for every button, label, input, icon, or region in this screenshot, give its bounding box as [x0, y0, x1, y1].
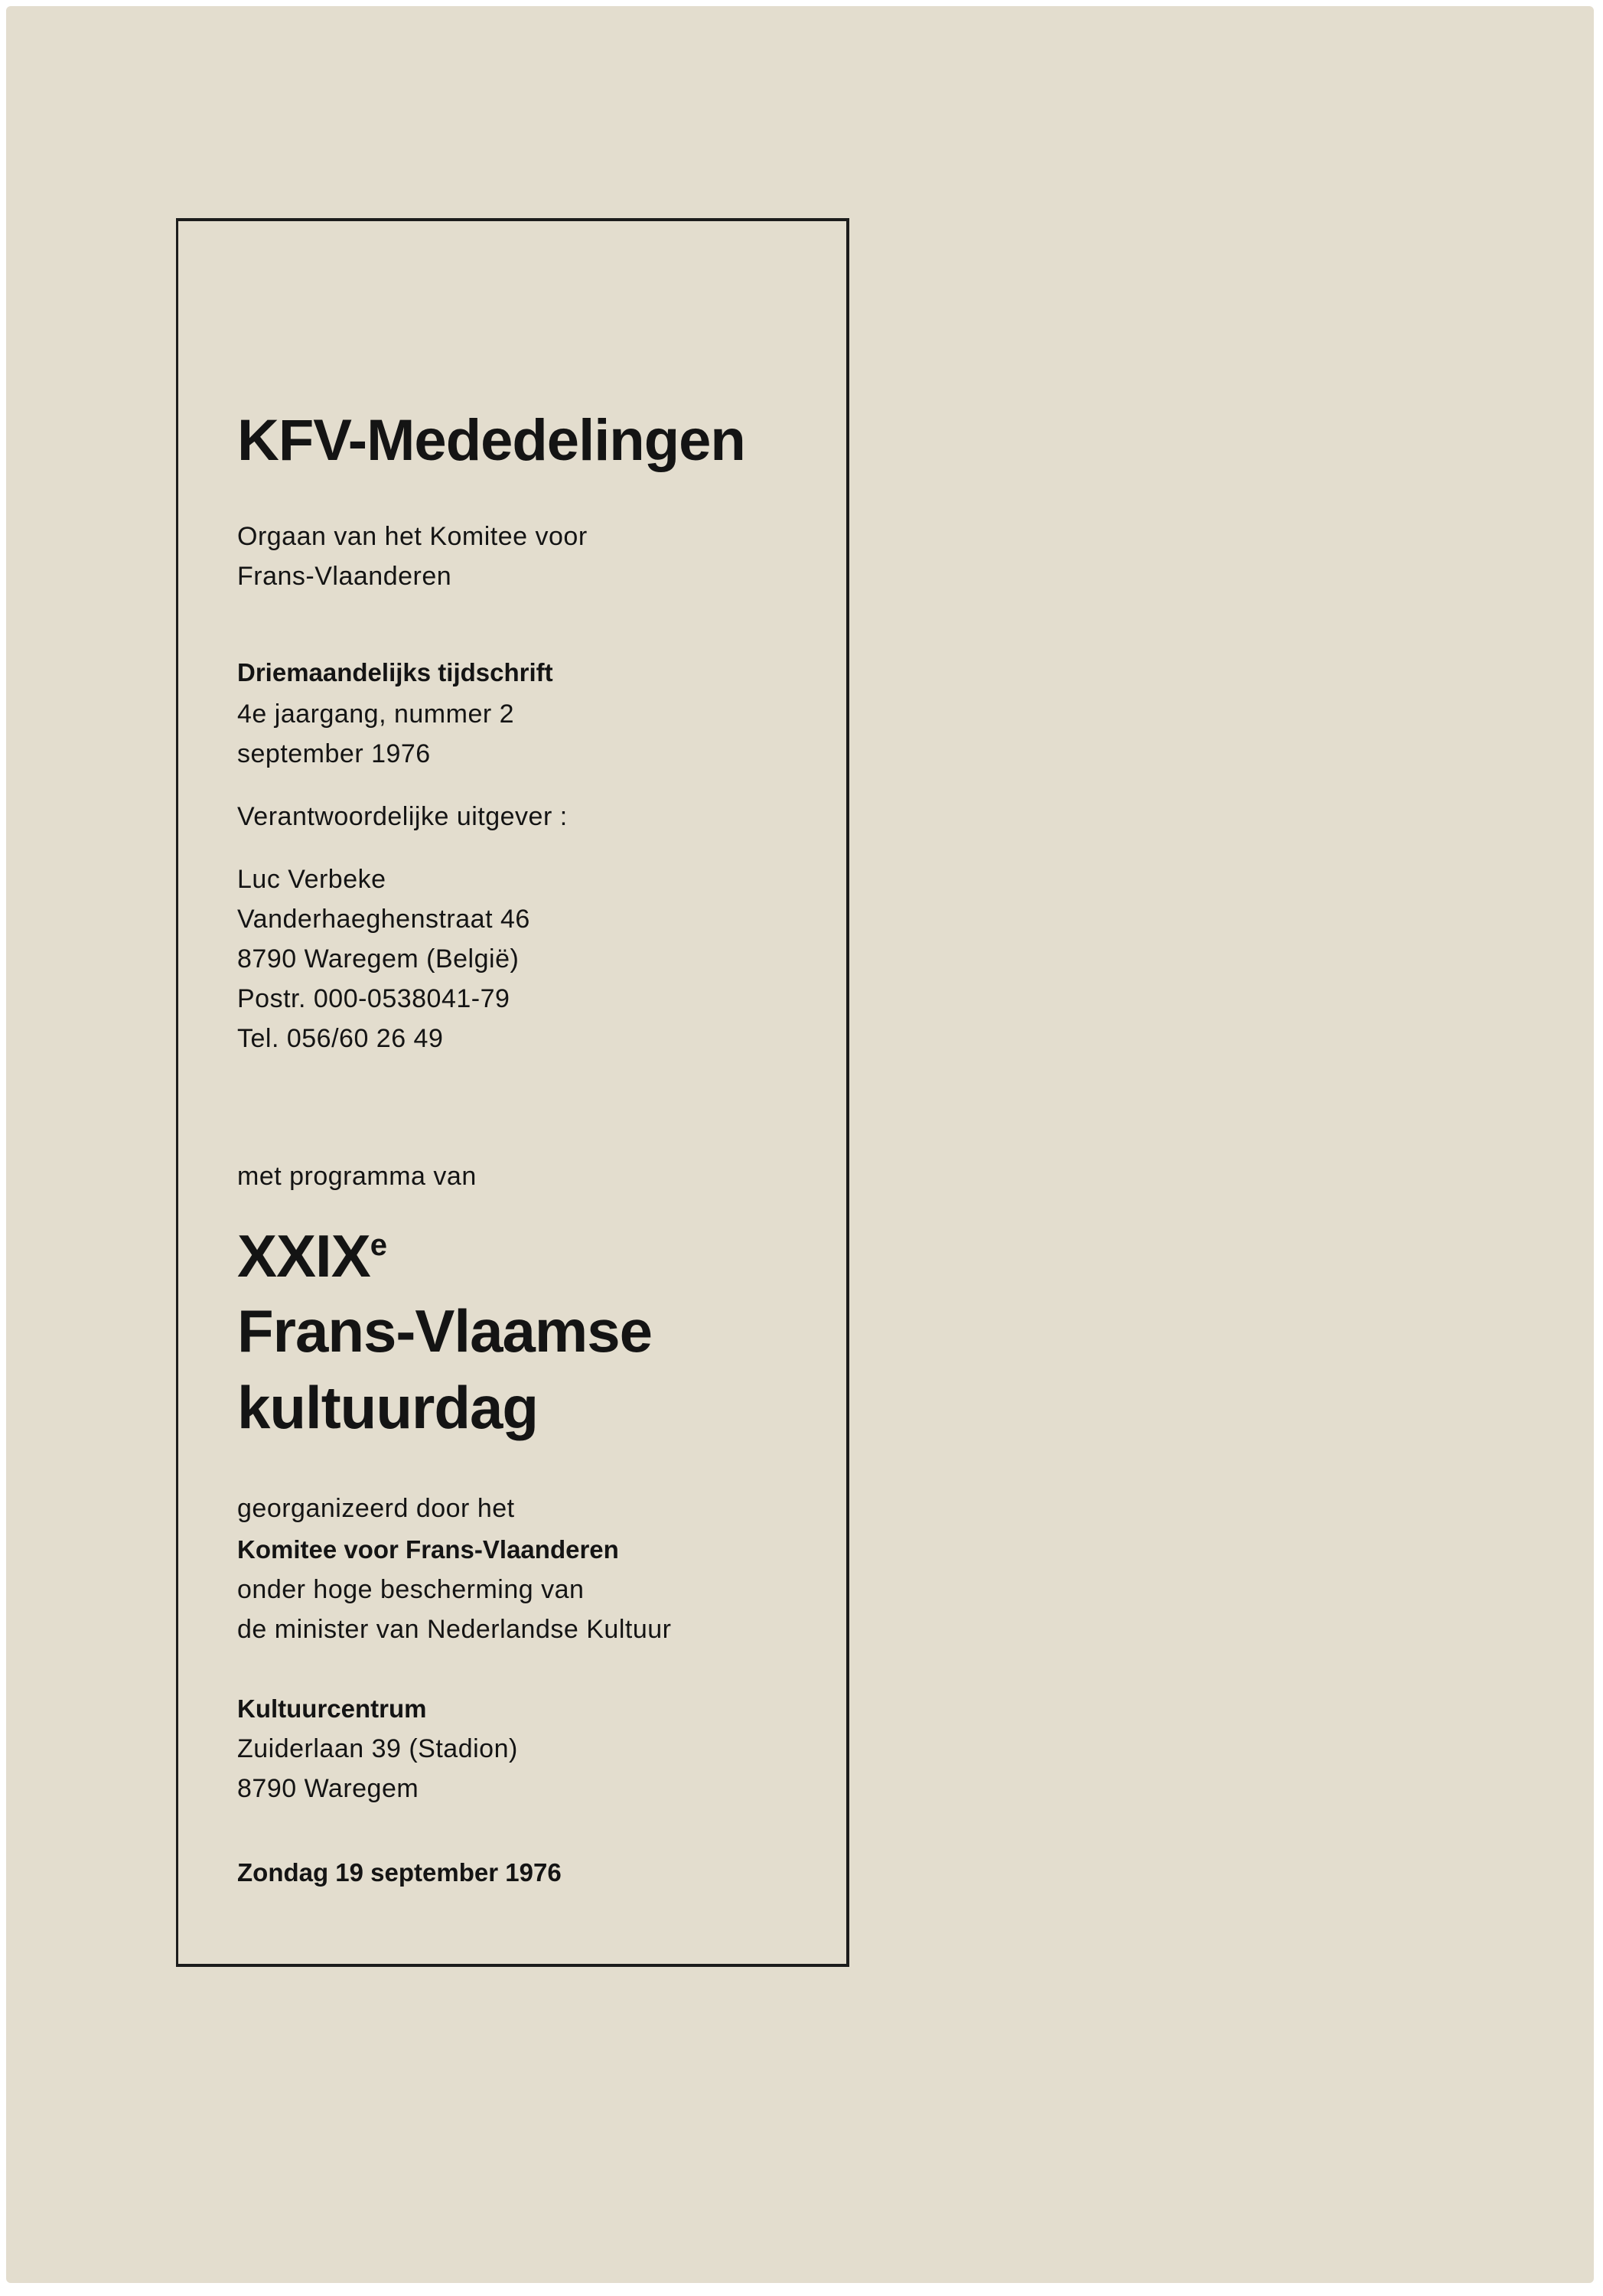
publisher-name: Luc Verbeke — [237, 865, 386, 894]
publisher-city: 8790 Waregem (België) — [237, 944, 520, 974]
program-intro: met programma van — [237, 1162, 477, 1191]
subtitle-line-2: Frans-Vlaanderen — [237, 562, 452, 591]
publisher-street: Vanderhaeghenstraat 46 — [237, 905, 530, 934]
publisher-phone: Tel. 056/60 26 49 — [237, 1024, 444, 1053]
venue-city: 8790 Waregem — [237, 1774, 419, 1803]
organizer-line-3: onder hoge bescherming van — [237, 1575, 585, 1604]
publication-title: KFV-Mededelingen — [237, 408, 745, 473]
organizer-line-2: Komitee voor Frans-Vlaanderen — [237, 1535, 619, 1564]
publisher-postal-account: Postr. 000-0538041-79 — [237, 984, 510, 1013]
edition-number — [237, 1222, 386, 1290]
publisher-label: Verantwoordelijke uitgever : — [237, 802, 568, 831]
venue-name: Kultuurcentrum — [237, 1694, 427, 1723]
event-name-line-1: Frans-Vlaamse — [237, 1297, 652, 1365]
edition-numeral: XXIX — [237, 1222, 370, 1290]
issue-number: 4e jaargang, nummer 2 — [237, 700, 515, 729]
event-date: Zondag 19 september 1976 — [237, 1858, 562, 1887]
periodical-kind: Driemaandelijks tijdschrift — [237, 658, 553, 687]
organizer-line-4: de minister van Nederlandse Kultuur — [237, 1615, 672, 1644]
issue-date: september 1976 — [237, 739, 431, 768]
organizer-line-1: georganizeerd door het — [237, 1494, 515, 1523]
subtitle-line-1: Orgaan van het Komitee voor — [237, 522, 588, 551]
edition-suffix: e — [370, 1228, 386, 1262]
venue-address: Zuiderlaan 39 (Stadion) — [237, 1734, 518, 1763]
event-name-line-2: kultuurdag — [237, 1374, 538, 1441]
